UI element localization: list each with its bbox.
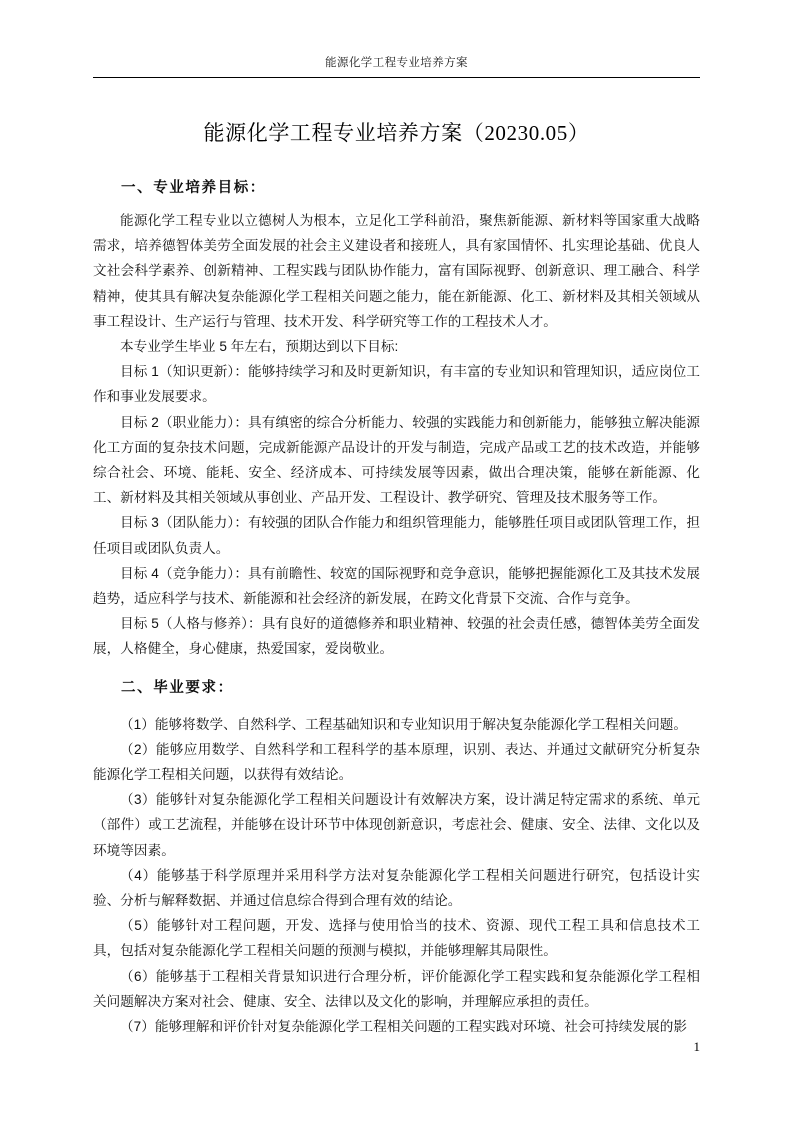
paragraph-objective-5: 目标 5（人格与修养）：具有良好的道德修养和职业精神、较强的社会责任感，德智体美劳全面发展，人格健全，身心健康，热爱国家，爱岗敬业。 (93, 616, 700, 657)
paragraph-five-year-expectation: 本专业学生毕业 5 年左右，预期达到以下目标: (120, 339, 399, 355)
paragraph-requirement-6: （6）能够基于工程相关背景知识进行合理分析，评价能源化学工程实践和复杂能源化学工程相关问题解决方案对社会、健康、安全、法律以及文化的影响，并理解应承担的责任。 (93, 968, 700, 1009)
document-body (93, 175, 700, 1039)
paragraph-objective-3: 目标 3（团队能力）：有较强的团队合作能力和组织管理能力，能够胜任项目或团队管理工作，担任项目或团队负责人。 (93, 515, 700, 556)
paragraph-requirement-4: （4）能够基于科学原理并采用科学方法对复杂能源化学工程相关问题进行研究，包括设计实验、分析与解释数据、并通过信息综合得到合理有效的结论。 (93, 867, 700, 909)
section-heading-graduation-requirements: 二、毕业要求： (121, 679, 234, 696)
paragraph-requirement-5: （5）能够针对工程问题，开发、选择与使用恰当的技术、资源、现代工程工具和信息技术工具，包括对复杂能源化学工程相关问题的预测与模拟，并能够理解其局限性。 (93, 918, 700, 959)
paragraph-objective-1: 目标 1（知识更新）：能够持续学习和及时更新知识，有丰富的专业知识和管理知识，适应岗位工作和事业发展要求。 (93, 364, 700, 405)
section-heading-training-objectives: 一、专业培养目标： (121, 180, 266, 196)
page-header (93, 55, 700, 78)
paragraph-requirement-2: （2）能够应用数学、自然科学和工程科学的基本原理，识别、表达、并通过文献研究分析复杂能源化学工程相关问题，以获得有效结论。 (93, 741, 700, 783)
paragraph-requirement-3: （3）能够针对复杂能源化学工程相关问题设计有效解决方案，设计满足特定需求的系统、单元（部件）或工艺流程，并能够在设计环节中体现创新意识，考虑社会、健康、安全、法律、文化以及环境等因素。 (93, 792, 700, 858)
page-number: 1 (693, 1039, 700, 1054)
header-divider (93, 77, 700, 78)
paragraph-objectives-intro: 能源化学工程专业以立德树人为根本，立足化工学科前沿，聚焦新能源、新材料等国家重大战略需求，培养德智体美劳全面发展的社会主义建设者和接班人，具有家国情怀、扎实理论基础、优良人文社会科学素养、创新精神、工程实践与团队协作能力，富有国际视野、创新意识、理工融合、科学精神，使其具有解决复杂能源化学工程相关问题之能力，能在新能源、化工、新材料及其相关领域从事工程设计、生产运行与管理、技术开发、科学研究等工作的工程技术人才。 (93, 213, 700, 329)
paragraph-requirement-7: （7）能够理解和评价针对复杂能源化学工程相关问题的工程实践对环境、社会可持续发展的影 (120, 1019, 688, 1035)
paragraph-objective-4: 目标 4（竞争能力）：具有前瞻性、较宽的国际视野和竞争意识，能够把握能源化工及其技术发展趋势，适应科学与技术、新能源和社会经济的新发展，在跨文化背景下交流、合作与竞争。 (93, 565, 700, 607)
paragraph-requirement-1: （1）能够将数学、自然科学、工程基础知识和专业知识用于解决复杂能源化学工程相关问题。 (120, 716, 688, 732)
spacer (93, 201, 700, 208)
paragraph-objective-2: 目标 2（职业能力）：具有缜密的综合分析能力、较强的实践能力和创新能力，能够独立解决能源化工方面的复杂技术问题，完成新能源产品设计的开发与制造，完成产品或工艺的技术改造，并能够综合社会、环境、能耗、安全、经济成本、可持续发展等因素，做出合理决策，能够在新能源、化工、新材料及其相关领域从事创业、产品开发、工程设计、教学研究、管理及技术服务等工作。 (93, 414, 700, 506)
page-title: 能源化学工程专业培养方案（20230.05） (203, 121, 590, 145)
spacer (93, 701, 700, 712)
running-header-title: 能源化学工程专业培养方案 (325, 57, 468, 69)
